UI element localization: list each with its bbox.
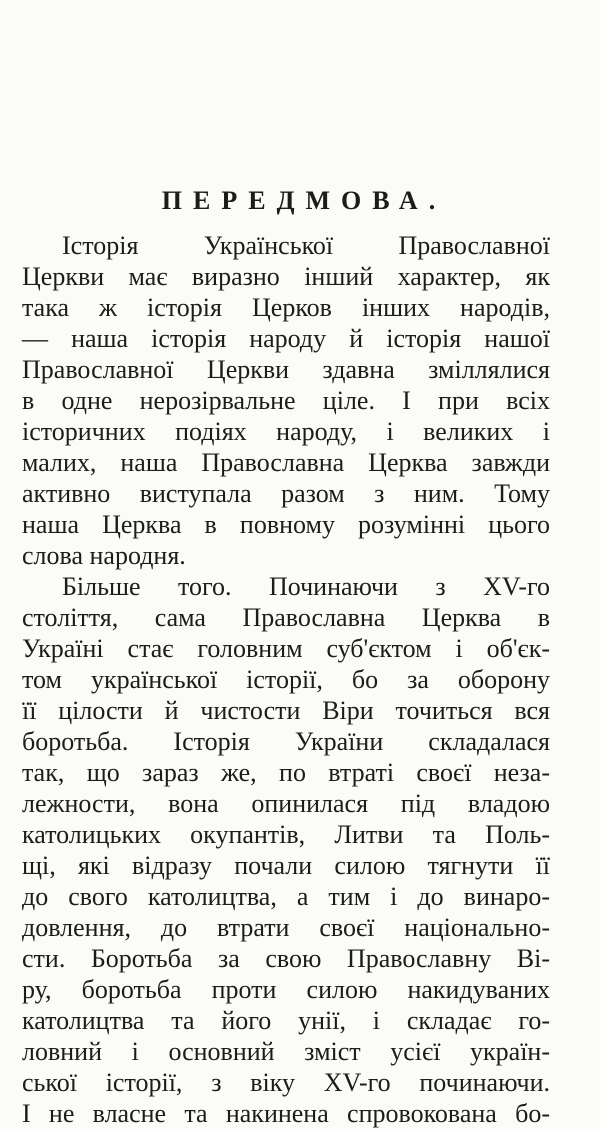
text-line: її цілости й чистости Віри точиться вся — [22, 696, 550, 725]
page-title: ПЕРЕДМОВА. — [161, 186, 447, 215]
text-line: боротьба. Історія України складалася — [22, 727, 550, 756]
text-line: століття, сама Православна Церква в — [22, 603, 550, 632]
text-line: сти. Боротьба за свою Православну Ві- — [22, 944, 550, 973]
text-line: том української історії, бо за оборону — [22, 665, 550, 694]
text-line: так, що зараз же, по втраті своєї неза- — [22, 758, 550, 787]
text-line: І не власне та накинена спровокована бо- — [22, 1099, 550, 1128]
text-line: Україні стає головним суб'єктом і об'єк- — [22, 634, 550, 663]
text-line: Більше того. Починаючи з XV-го — [62, 572, 550, 601]
text-line: Православної Церкви здавна зміллялися — [22, 355, 550, 384]
text-line: історичних подіях народу, і великих і — [22, 417, 550, 446]
text-line: ської історії, з віку XV-го починаючи. — [22, 1068, 550, 1097]
text-line: до свого католицтва, а тим і до винаро- — [22, 882, 550, 911]
text-line: слова народня. — [22, 541, 186, 570]
text-line: ловний і основний зміст усієї україн- — [22, 1037, 550, 1066]
text-line: в одне нерозірвальне ціле. І при всіх — [22, 386, 550, 415]
text-line: активно виступала разом з ним. Тому — [22, 479, 550, 508]
paragraph-2 — [22, 571, 550, 1129]
body-text — [22, 230, 550, 1129]
text-line: наша Церква в повному розумінні цього — [22, 510, 550, 539]
text-line: щі, які відразу почали силою тягнути її — [22, 851, 550, 880]
text-line: ру, боротьба проти силою накидуваних — [22, 975, 550, 1004]
text-line: лежности, вона опинилася під владою — [22, 789, 550, 818]
text-line: така ж історія Церков інших народів, — [22, 293, 550, 322]
paragraph-1 — [22, 230, 550, 571]
text-line: католицтва та його унії, і складає го- — [22, 1006, 550, 1035]
text-line: Церкви має виразно інший характер, як — [22, 262, 550, 291]
text-line: малих, наша Православна Церква завжди — [22, 448, 550, 477]
text-line: — наша історія народу й історія нашої — [22, 324, 550, 353]
text-line: католицьких окупантів, Литви та Поль- — [22, 820, 550, 849]
text-line: Історія Української Православної — [62, 231, 550, 260]
text-line: довлення, до втрати своєї національно- — [22, 913, 550, 942]
